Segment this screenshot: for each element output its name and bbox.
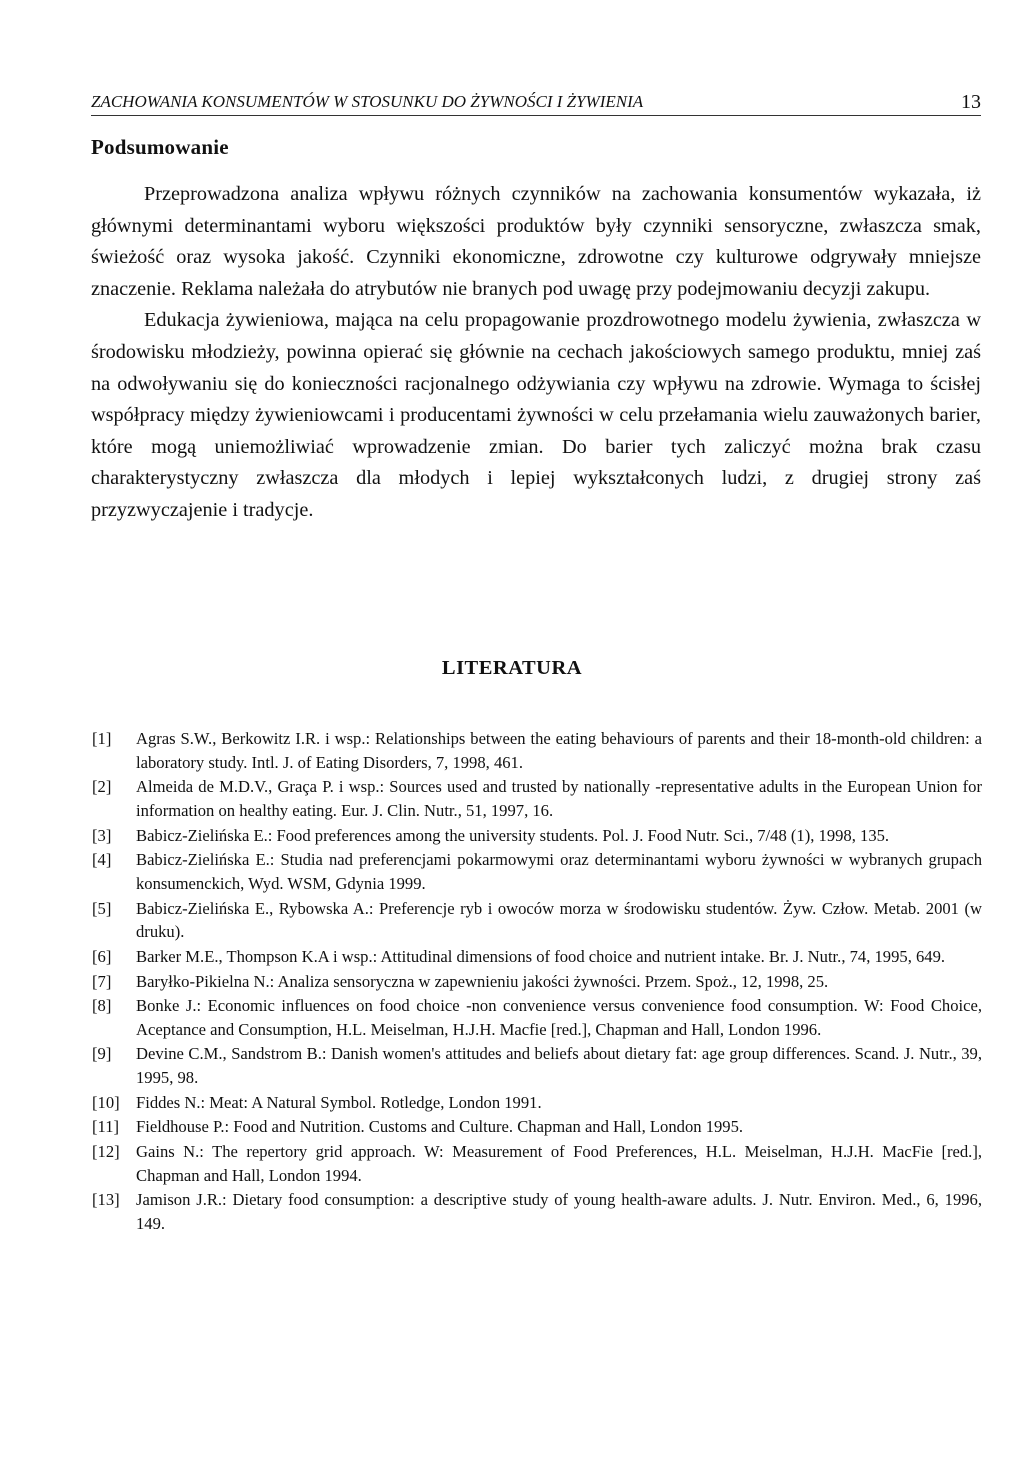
running-header <box>91 92 981 116</box>
reference-item <box>92 897 982 944</box>
reference-list <box>92 727 982 1237</box>
reference-text: Babicz-Zielińska E.: Food preferences among the university students. Pol. J. Food Nutr. Sci., 7/48 (1), 1998, 135. <box>136 825 890 845</box>
reference-text: Fieldhouse P.: Food and Nutrition. Customs and Culture. Chapman and Hall, London 1995. <box>136 1117 744 1137</box>
summary-body <box>91 179 981 527</box>
reference-number: [6] <box>92 946 112 966</box>
reference-item <box>92 994 982 1041</box>
reference-text: Gains N.: The repertory grid approach. W: Measurement of Food Preferences, H.L. Meiselman, H.J.H. MacFie [red.], Chapman and Hall, London 1994. <box>136 1142 982 1185</box>
reference-number: [9] <box>92 1044 112 1064</box>
summary-paragraph: Edukacja żywieniowa, mająca na celu propagowanie prozdrowotnego modelu żywienia, zwłaszcza w środowisku młodzieży, powinna opierać się głównie na cechach jakościowych samego produktu, mniej zaś na odwoływaniu się do konieczności racjonalnego odżywiania czy wpływu na zdrowie. Wymaga to ścisłej współpracy między żywieniowcami i producentami żywności w celu przełamania wielu zauważonych barier, które mogą uniemożliwiać wprowadzenie zmian. Do barier tych zaliczyć można brak czasu charakterystyczny zwłaszcza dla młodych i lepiej wykształconych ludzi, z drugiej strony zaś przyzwyczajenie i tradycje. <box>91 309 981 521</box>
reference-number: [7] <box>92 971 112 991</box>
reference-item <box>92 970 982 994</box>
reference-number: [5] <box>92 898 112 918</box>
reference-text: Fiddes N.: Meat: A Natural Symbol. Rotledge, London 1991. <box>136 1092 542 1112</box>
reference-item <box>92 727 982 774</box>
reference-item <box>92 824 982 848</box>
page-number: 13 <box>961 91 981 113</box>
reference-number: [4] <box>92 850 112 870</box>
reference-text: Barker M.E., Thompson K.A i wsp.: Attitudinal dimensions of food choice and nutrient intake. Br. J. Nutr., 74, 1995, 649. <box>136 946 946 966</box>
reference-item <box>92 1140 982 1187</box>
reference-item <box>92 848 982 895</box>
reference-number: [11] <box>92 1117 120 1137</box>
reference-item <box>92 1091 982 1115</box>
reference-item <box>92 1188 982 1235</box>
reference-number: [13] <box>92 1190 120 1210</box>
reference-text: Babicz-Zielińska E., Rybowska A.: Preferencje ryb i owoców morza w środowisku studentów. Żyw. Człow. Metab. 2001 (w druku). <box>136 898 982 942</box>
reference-number: [1] <box>92 729 112 748</box>
reference-number: [10] <box>92 1092 120 1112</box>
reference-text: Almeida de M.D.V., Graça P. i wsp.: Sources used and trusted by nationally -representative adults in the European Union for information on healthy eating. Eur. J. Clin. Nutr., 51, 1997, 16. <box>136 777 982 820</box>
literature-title: LITERATURA <box>441 657 583 679</box>
reference-item <box>92 775 982 822</box>
reference-text: Devine C.M., Sandstrom B.: Danish women's attitudes and beliefs about dietary fat: age group differences. Scand. J. Nutr., 39, 1995, 98. <box>136 1044 982 1088</box>
summary-paragraph: Przeprowadzona analiza wpływu różnych czynników na zachowania konsumentów wykazała, iż głównymi determinantami wyboru większości produktów były czynniki sensoryczne, zwłaszcza smak, świeżość oraz wysoka jakość. Czynniki ekonomiczne, zdrowotne czy kulturowe odgrywały mniejsze znaczenie. Reklama należała do atrybutów nie branych pod uwagę przy podejmowaniu decyzji zakupu. <box>91 183 981 300</box>
reference-number: [2] <box>92 777 112 797</box>
section-title: Podsumowanie <box>91 135 229 159</box>
reference-number: [8] <box>92 996 112 1016</box>
running-title: ZACHOWANIA KONSUMENTÓW W STOSUNKU DO ŻYWNOŚCI I ŻYWIENIA <box>91 92 644 111</box>
reference-text: Jamison J.R.: Dietary food consumption: a descriptive study of young health-aware adults. J. Nutr. Environ. Med., 6, 1996, 149. <box>136 1190 982 1233</box>
reference-text: Baryłko-Pikielna N.: Analiza sensoryczna w zapewnieniu jakości żywności. Przem. Spoż., 12, 1998, 25. <box>136 971 829 991</box>
reference-item <box>92 1115 982 1139</box>
reference-number: [3] <box>92 825 112 845</box>
reference-item <box>92 945 982 969</box>
reference-text: Agras S.W., Berkowitz I.R. i wsp.: Relationships between the eating behaviours of parents and their 18-month-old children: a laboratory study. Intl. J. of Eating Disorders, 7, 1998, 461. <box>136 729 982 772</box>
reference-number: [12] <box>92 1142 120 1162</box>
reference-text: Babicz-Zielińska E.: Studia nad preferencjami pokarmowymi oraz determinantami wyboru żywności w wybranych grupach konsumenckich, Wyd. WSM, Gdynia 1999. <box>136 850 982 893</box>
reference-item <box>92 1042 982 1089</box>
reference-text: Bonke J.: Economic influences on food choice -non convenience versus convenience food consumption. W: Food Choice, Aceptance and Consumption, H.L. Meiselman, H.J.H. Macfie [red.], Chapman and Hall, London 1996. <box>136 996 982 1039</box>
